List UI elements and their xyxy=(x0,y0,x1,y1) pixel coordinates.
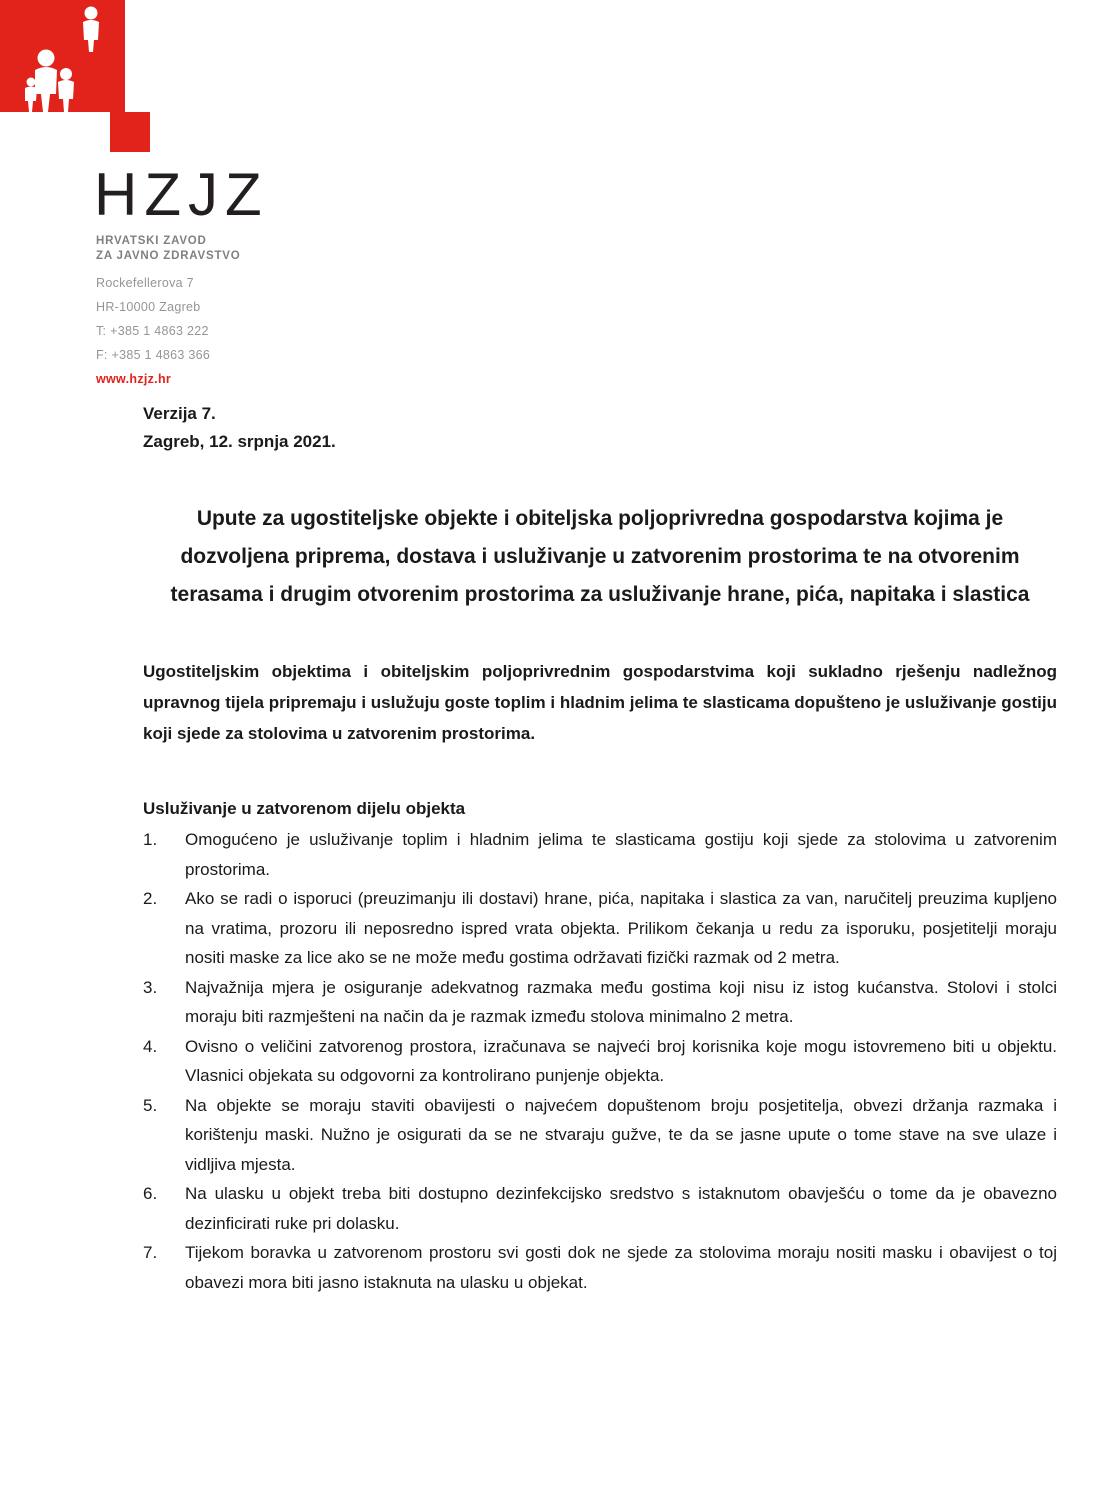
address-street: Rockefellerova 7 xyxy=(96,276,194,290)
list-item-text: Tijekom boravka u zatvorenom prostoru svi gosti dok ne sjede za stolovima moraju nositi masku i obavijest o toj obavezi mora biti jasno istaknuta na ulasku u objekat. xyxy=(185,1243,1057,1292)
instruction-list xyxy=(143,825,1057,1297)
list-item xyxy=(143,1179,1057,1238)
list-item-number: 5. xyxy=(143,1095,158,1115)
list-item-number: 1. xyxy=(143,830,158,849)
list-item xyxy=(143,1091,1057,1180)
org-line-1: HRVATSKI ZAVOD xyxy=(96,235,207,247)
logo-red-square xyxy=(110,112,150,152)
organization-name xyxy=(96,234,241,264)
document-body xyxy=(143,400,1057,1297)
list-item-text: Ako se radi o isporuci (preuzimanju ili dostavi) hrane, pića, napitaka i slastica za van, naručitelj preuzima kupljeno na vratima, prozoru ili neposredno ispred vrata objekta. Prilikom čekanja u redu za isporuku, posjetitelji moraju nositi maske za lice ako se ne može među gostima održavati fizički razmak od 2 metra. xyxy=(185,889,1057,967)
hzjz-wordmark: HZJZ xyxy=(94,161,269,228)
phone-number: T: +385 1 4863 222 xyxy=(96,324,209,338)
list-item-text: Omogućeno je usluživanje toplim i hladnim jelima te slasticama gostiju koji sjede za stolovima u zatvorenim prostorima. xyxy=(185,830,1057,879)
list-item xyxy=(143,825,1057,884)
dateline: Zagreb, 12. srpnja 2021. xyxy=(143,432,336,451)
address-city: HR-10000 Zagreb xyxy=(96,300,201,314)
list-item-number: 4. xyxy=(143,1036,158,1056)
intro-paragraph: Ugostiteljskim objektima i obiteljskim poljoprivrednim gospodarstvima koji sukladno rješenju nadležnog upravnog tijela pripremaju i uslužuju goste toplim i hladnim jelima te slasticama dopušteno je usluživanje gostiju koji sjede za stolovima u zatvorenim prostorima. xyxy=(143,662,1057,743)
list-item-number: 2. xyxy=(143,889,158,908)
list-item-number: 6. xyxy=(143,1184,158,1203)
family-silhouette-icon xyxy=(0,0,125,112)
list-item-text: Ovisno o veličini zatvorenog prostora, izračunava se najveći broj korisnika koje mogu istovremeno biti u objektu. Vlasnici objekata su odgovorni za kontrolirano punjenje objekta. xyxy=(185,1036,1057,1085)
hzjz-logo xyxy=(0,0,125,112)
contact-block xyxy=(96,271,210,391)
version-line: Verzija 7. xyxy=(143,404,216,423)
section-heading: Usluživanje u zatvorenom dijelu objekta xyxy=(143,799,466,818)
org-line-2: ZA JAVNO ZDRAVSTVO xyxy=(96,250,241,262)
document-meta xyxy=(143,400,1057,456)
list-item-number: 7. xyxy=(143,1243,158,1262)
list-item-text: Na objekte se moraju staviti obavijesti o najvećem dopuštenom broju posjetitelja, obvezi držanja razmaka i korištenju maski. Nužno je osigurati da se ne stvaraju gužve, te da se jasne upute o tome stave na sve ulaze i vidljiva mjesta. xyxy=(185,1095,1057,1174)
list-item-text: Na ulasku u objekt treba biti dostupno dezinfekcijsko sredstvo s istaknutom obavješću o tome da je obavezno dezinficirati ruke pri dolasku. xyxy=(185,1184,1057,1233)
document-title: Upute za ugostiteljske objekte i obiteljska poljoprivredna gospodarstva kojima je dozvoljena priprema, dostava i usluživanje u zatvorenim prostorima te na otvorenim terasama i drugim otvorenim prostorima za usluživanje hrane, pića, napitaka i slastica xyxy=(170,507,1030,606)
fax-number: F: +385 1 4863 366 xyxy=(96,348,211,362)
list-item xyxy=(143,973,1057,1032)
list-item xyxy=(143,1032,1057,1091)
list-item-text: Najvažnija mjera je osiguranje adekvatnog razmaka među gostima koji nisu iz istog kućanstva. Stolovi i stolci moraju biti razmješteni na način da je razmak između stolova minimalno 2 metra. xyxy=(185,977,1057,1026)
list-item xyxy=(143,1238,1057,1297)
website-link[interactable]: www.hzjz.hr xyxy=(96,372,172,386)
list-item-number: 3. xyxy=(143,977,158,997)
list-item xyxy=(143,884,1057,973)
